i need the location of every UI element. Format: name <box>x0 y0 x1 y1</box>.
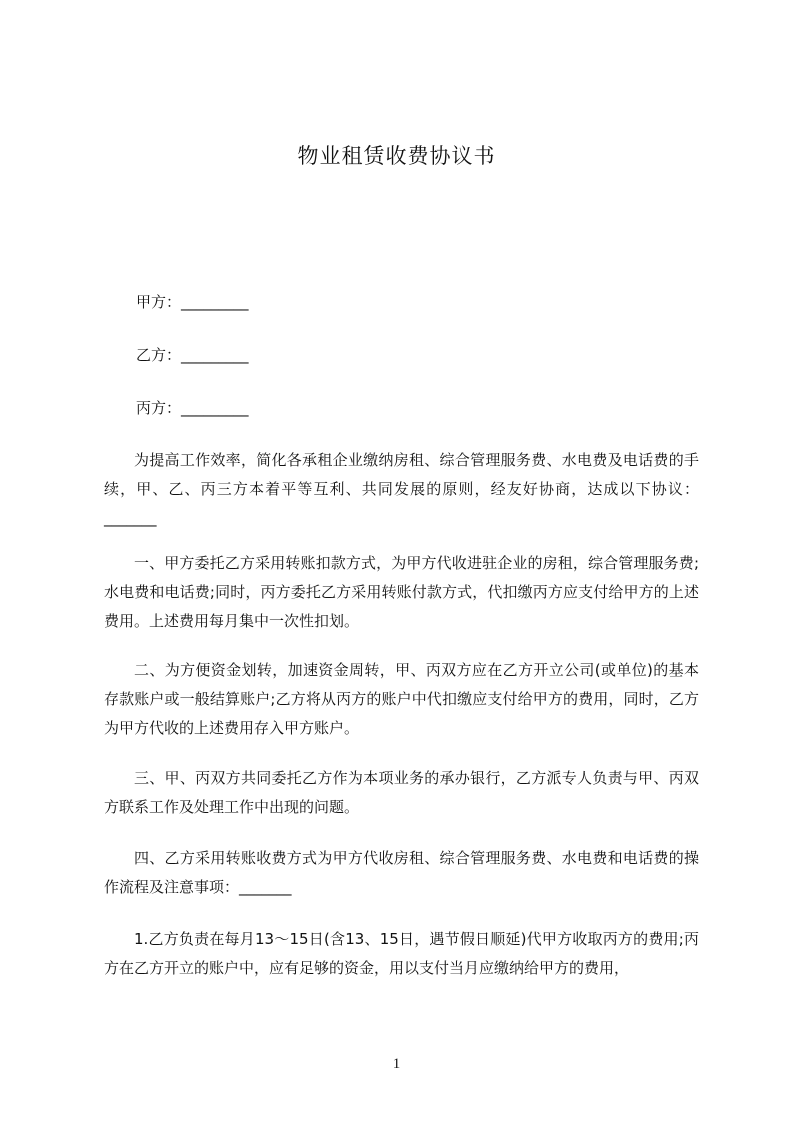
clause-4-item-1-paragraph: 1.乙方负责在每月13～15日(含13、15日，遇节假日顺延)代甲方收取丙方的费用;丙方在乙方开立的账户中，应有足够的资金，用以支付当月应缴纳给甲方的费用， <box>104 930 699 977</box>
clause-1-paragraph: 一、甲方委托乙方采用转账扣款方式，为甲方代收进驻企业的房租，综合管理服务费;水电费和电话费;同时，丙方委托乙方采用转账付款方式，代扣缴丙方应支付给甲方的上述费用。上述费用每月集中一次性扣划。 <box>104 554 699 630</box>
clause-3-paragraph: 三、甲、丙双方共同委托乙方作为本项业务的承办银行，乙方派专人负责与甲、丙双方联系工作及处理工作中出现的问题。 <box>104 769 699 816</box>
intro-paragraph: 为提高工作效率，简化各承租企业缴纳房租、综合管理服务费、水电费及电话费的手续，甲、乙、丙三方本着平等互利、共同发展的原则，经友好协商，达成以下协议：_______ <box>104 451 699 527</box>
document-title: 物业租赁收费协议书 <box>297 144 496 168</box>
party-b-line: 乙方：_________ <box>136 346 249 364</box>
party-a-line: 甲方：_________ <box>136 293 249 311</box>
clause-4-paragraph: 四、乙方采用转账收费方式为甲方代收房租、综合管理服务费、水电费和电话费的操作流程及注意事项：_______ <box>104 849 699 896</box>
clause-2-paragraph: 二、为方便资金划转，加速资金周转，甲、丙双方应在乙方开立公司(或单位)的基本存款账户或一般结算账户;乙方将从丙方的账户中代扣缴应支付给甲方的费用，同时，乙方为甲方代收的上述费用存入甲方账户。 <box>104 661 699 737</box>
page-number: 1 <box>392 1056 401 1072</box>
party-c-line: 丙方：_________ <box>136 399 249 417</box>
